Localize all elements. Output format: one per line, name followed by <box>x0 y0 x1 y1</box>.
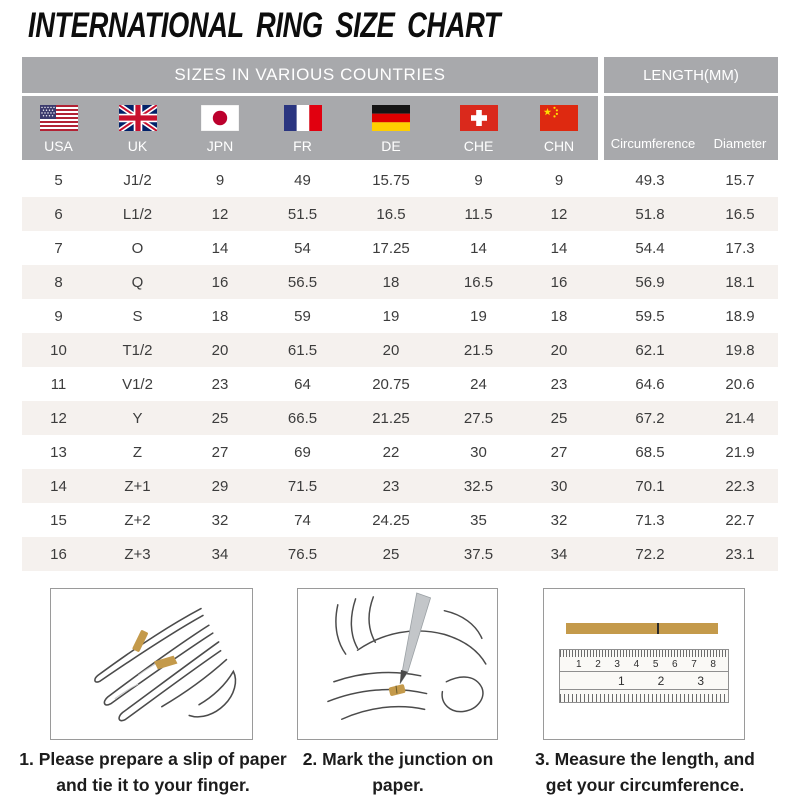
ruler-graphic <box>559 649 729 703</box>
table-cell: 49 <box>294 171 311 189</box>
table-cell: 21.9 <box>725 443 755 461</box>
table-cell: 19.8 <box>725 341 755 359</box>
country-label: CHN <box>543 138 575 154</box>
table-row <box>22 299 778 333</box>
table-cell: S <box>132 307 143 325</box>
table-cell: 17.3 <box>725 239 755 257</box>
table-cell: 34 <box>550 545 568 563</box>
step2-caption <box>280 746 516 799</box>
table-row <box>22 435 778 469</box>
country-label: USA <box>44 138 73 154</box>
table-cell: 49.3 <box>635 171 665 189</box>
table-group-header-row <box>22 57 778 93</box>
page-title: INTERNATIONAL RING SIZE CHART <box>28 6 501 45</box>
circumference-header: Circumference <box>610 136 696 151</box>
table-cell: 71.3 <box>635 511 665 529</box>
table-cell: 59 <box>294 307 311 325</box>
table-row <box>22 367 778 401</box>
country-label: CHE <box>463 138 494 154</box>
table-cell: 29 <box>211 477 229 495</box>
step1-caption-line2: and tie it to your finger. <box>56 775 250 796</box>
table-flags-row <box>22 96 778 160</box>
uk-flag-icon <box>119 105 157 131</box>
table-cell: Z+2 <box>124 511 151 529</box>
table-cell: 54 <box>294 239 311 257</box>
table-cell: 22 <box>382 443 400 461</box>
table-cell: 16 <box>550 273 568 291</box>
table-row <box>22 265 778 299</box>
step2-caption-line1: 2. Mark the junction on paper. <box>302 749 494 796</box>
ruler-fine-ticks-top <box>560 650 728 657</box>
junction-mark <box>657 623 659 634</box>
table-row <box>22 231 778 265</box>
table-row <box>22 469 778 503</box>
table-cell: Z <box>132 443 143 461</box>
step3-figure-box <box>543 588 745 740</box>
table-row <box>22 333 778 367</box>
table-cell: 5 <box>54 171 63 189</box>
table-cell: L1/2 <box>122 205 153 223</box>
ruler-top-scale <box>560 657 728 672</box>
step2-figure-box <box>297 588 498 740</box>
paper-strip-graphic <box>566 623 718 634</box>
step3-caption <box>528 746 762 799</box>
table-cell: 18 <box>550 307 568 325</box>
table-cell: 20.75 <box>372 375 410 393</box>
table-cell: 61.5 <box>287 341 318 359</box>
table-cell: 18 <box>382 273 400 291</box>
table-cell: 70.1 <box>635 477 665 495</box>
switzerland-flag-icon <box>460 105 498 131</box>
table-cell: 51.5 <box>287 205 318 223</box>
table-cell: 24 <box>470 375 487 393</box>
table-cell: 32 <box>550 511 568 529</box>
hand-with-paper-strip-illustration <box>51 589 252 739</box>
table-cell: Y <box>132 409 143 427</box>
table-cell: 15.75 <box>372 171 410 189</box>
ruler-number: 1 <box>618 673 625 688</box>
table-row <box>22 503 778 537</box>
table-cell: 16.5 <box>376 205 406 223</box>
table-cell: 19 <box>382 307 400 325</box>
table-cell: 32.5 <box>463 477 494 495</box>
france-flag-icon <box>284 105 322 131</box>
table-cell: 18.9 <box>725 307 755 325</box>
table-cell: 16 <box>211 273 229 291</box>
country-label: JPN <box>206 138 234 154</box>
country-col-uk <box>95 96 180 160</box>
table-cell: 20 <box>382 341 400 359</box>
table-cell: 34 <box>211 545 229 563</box>
table-row <box>22 197 778 231</box>
table-cell: 16 <box>50 545 67 563</box>
japan-flag-icon <box>201 105 239 131</box>
table-cell: 20 <box>211 341 229 359</box>
table-cell: 9 <box>54 307 63 325</box>
table-cell: 21.25 <box>372 409 410 427</box>
table-cell: 51.8 <box>635 205 665 223</box>
table-cell: 16.5 <box>463 273 494 291</box>
country-label: UK <box>127 138 148 154</box>
table-cell: 30 <box>470 443 487 461</box>
country-col-chn <box>520 96 598 160</box>
table-cell: 16.5 <box>725 205 755 223</box>
table-cell: 7 <box>54 239 63 257</box>
country-col-che <box>437 96 520 160</box>
table-cell: 27.5 <box>463 409 494 427</box>
table-cell: 64 <box>294 375 311 393</box>
ruler-number: 3 <box>614 658 620 670</box>
table-cell: Z+1 <box>124 477 151 495</box>
germany-flag-icon <box>372 105 410 131</box>
table-cell: 20 <box>550 341 568 359</box>
country-label: FR <box>293 138 312 154</box>
table-cell: 25 <box>382 545 400 563</box>
country-col-usa <box>22 96 95 160</box>
table-cell: 22.3 <box>725 477 755 495</box>
ruler-number: 8 <box>710 658 716 670</box>
table-cell: 74 <box>294 511 311 529</box>
ruler-number: 3 <box>697 673 704 688</box>
table-cell: 8 <box>54 273 63 291</box>
table-cell: 19 <box>470 307 487 325</box>
table-cell: 20.6 <box>725 375 755 393</box>
table-cell: 35 <box>470 511 487 529</box>
marking-junction-illustration <box>298 589 497 737</box>
table-cell: 27 <box>550 443 568 461</box>
table-cell: 12 <box>211 205 229 223</box>
table-row <box>22 401 778 435</box>
table-cell: 11 <box>50 375 67 393</box>
table-cell: 14 <box>211 239 229 257</box>
table-cell: V1/2 <box>122 375 153 393</box>
table-cell: 72.2 <box>635 545 665 563</box>
table-cell: 37.5 <box>463 545 494 563</box>
table-cell: 6 <box>54 205 63 223</box>
table-cell: 13 <box>50 443 67 461</box>
table-cell: 12 <box>550 205 568 223</box>
table-cell: 62.1 <box>635 341 665 359</box>
diameter-header: Diameter <box>713 136 767 151</box>
table-cell: 18.1 <box>725 273 755 291</box>
table-cell: 69 <box>294 443 311 461</box>
table-cell: 59.5 <box>635 307 665 325</box>
table-cell: 11.5 <box>464 205 493 223</box>
table-cell: 18 <box>211 307 229 325</box>
table-cell: 67.2 <box>635 409 665 427</box>
table-cell: 54.4 <box>635 239 665 257</box>
table-cell: 56.9 <box>635 273 665 291</box>
table-cell: 25 <box>550 409 568 427</box>
table-cell: 14 <box>50 477 67 495</box>
ruler-bottom-scale <box>560 672 728 690</box>
ruler-number: 1 <box>576 658 582 670</box>
table-cell: 27 <box>211 443 229 461</box>
table-cell: 64.6 <box>635 375 665 393</box>
step3-caption-line1: 3. Measure the length, and <box>535 749 755 769</box>
table-cell: 23 <box>550 375 568 393</box>
table-cell: 14 <box>470 239 487 257</box>
table-cell: 9 <box>474 171 483 189</box>
ruler-number: 6 <box>672 658 678 670</box>
step1-caption-line1: 1. Please prepare a slip of paper <box>19 749 287 769</box>
table-cell: 21.5 <box>463 341 494 359</box>
ruler-number: 2 <box>657 673 665 688</box>
ring-size-table <box>22 57 778 571</box>
table-cell: 9 <box>554 171 564 189</box>
country-col-fr <box>260 96 345 160</box>
length-group-header: LENGTH(MM) <box>604 57 778 93</box>
ruler-number: 7 <box>691 658 697 670</box>
table-cell: Q <box>131 273 144 291</box>
ruler-number: 4 <box>633 658 640 670</box>
table-cell: 17.25 <box>372 239 410 257</box>
countries-group-header: SIZES IN VARIOUS COUNTRIES <box>22 57 598 93</box>
table-cell: 14 <box>550 239 568 257</box>
country-flags-block <box>22 96 598 160</box>
table-cell: 56.5 <box>287 273 318 291</box>
table-cell: 21.4 <box>725 409 755 427</box>
country-col-jpn <box>180 96 260 160</box>
table-cell: 22.7 <box>725 511 755 529</box>
china-flag-icon <box>540 105 578 131</box>
table-cell: Z+3 <box>124 545 151 563</box>
ruler-number: 5 <box>652 658 659 670</box>
table-cell: 25 <box>211 409 229 427</box>
table-cell: 10 <box>50 341 67 359</box>
table-cell: 23 <box>211 375 229 393</box>
table-cell: T1/2 <box>122 341 153 359</box>
step3-caption-line2: get your circumference. <box>545 775 745 796</box>
table-row <box>22 537 778 571</box>
step1-figure-box <box>50 588 253 740</box>
table-cell: 12 <box>50 409 67 427</box>
table-cell: 15.7 <box>725 171 755 189</box>
table-cell: 23 <box>382 477 400 495</box>
table-body <box>22 163 778 571</box>
table-cell: O <box>131 239 144 257</box>
table-cell: 76.5 <box>287 545 318 563</box>
table-cell: 9 <box>215 171 225 189</box>
table-cell: 32 <box>211 511 229 529</box>
length-subheaders <box>604 96 778 160</box>
table-row <box>22 163 778 197</box>
table-cell: 68.5 <box>635 443 665 461</box>
table-cell: 66.5 <box>287 409 318 427</box>
country-col-de <box>345 96 437 160</box>
ruler-number: 2 <box>595 658 601 670</box>
step1-caption <box>18 746 288 799</box>
table-cell: 30 <box>550 477 568 495</box>
table-cell: 23.1 <box>725 545 755 563</box>
table-cell: 24.25 <box>372 511 410 529</box>
ruler-fine-ticks-bottom <box>560 694 728 702</box>
table-cell: 15 <box>50 511 67 529</box>
table-cell: J1/2 <box>123 171 152 189</box>
usa-flag-icon <box>40 105 78 131</box>
country-label: DE <box>381 138 401 154</box>
table-cell: 71.5 <box>287 477 318 495</box>
